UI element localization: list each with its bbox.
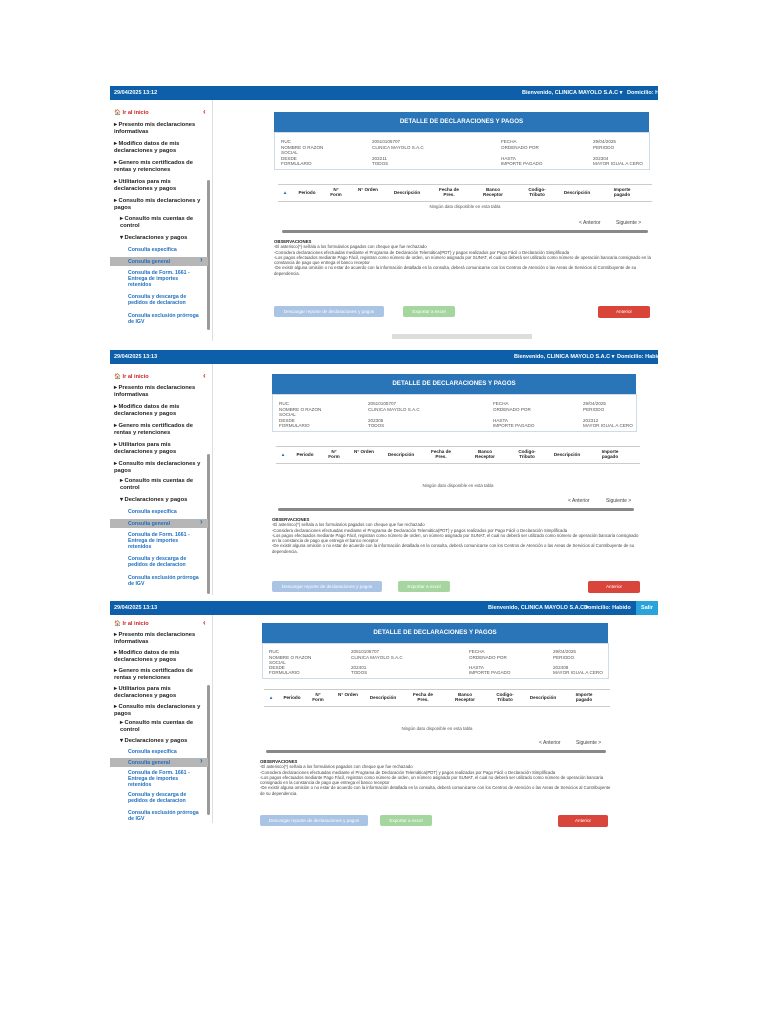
timestamp: 29/04/2025 13:13 bbox=[114, 605, 158, 611]
timestamp: 29/04/2025 13:13 bbox=[114, 354, 158, 360]
top-bar bbox=[110, 350, 664, 364]
col-codigo-tributo[interactable]: Codigo-Tributo bbox=[518, 449, 536, 460]
importe-value: MAYOR IGUAL A CERO bbox=[593, 161, 643, 166]
sidebar-link-consulta-especifica[interactable]: Consulta específica bbox=[128, 509, 177, 515]
timestamp: 29/04/2025 13:12 bbox=[114, 90, 158, 96]
formulario-value: TODOS bbox=[368, 423, 385, 428]
logout-button[interactable]: Salir bbox=[636, 601, 658, 615]
ruc-value: 20510105707 bbox=[351, 649, 380, 654]
ruc-value: 20510105707 bbox=[368, 401, 397, 406]
importe-label: IMPORTE PAGADO bbox=[469, 670, 511, 675]
obs-line: -De existir alguna omisión o no estar de acuerdo con la información detallada en la consulta, deberá comunicarse con los Centros de Atención o las Areas de Servicios al Contribuyente de su dependencia. bbox=[272, 543, 635, 554]
main-content bbox=[212, 615, 658, 823]
formulario-label: FORMULARIO bbox=[279, 423, 310, 428]
sidebar-item-informativas[interactable]: ▸ Presento mis declaraciones informativas bbox=[114, 385, 196, 398]
col-importe[interactable]: Importe pagado bbox=[613, 187, 631, 198]
main-content bbox=[212, 100, 658, 341]
fecha-label: FECHA bbox=[493, 401, 509, 406]
col-periodo[interactable]: Periodo bbox=[283, 695, 301, 700]
collapse-chevron-icon[interactable]: ‹ bbox=[203, 107, 206, 116]
home-link[interactable]: 🏠 Ir al inicio bbox=[114, 621, 149, 627]
sidebar bbox=[110, 100, 213, 341]
col-descripcion-2[interactable]: Descripción bbox=[553, 452, 581, 457]
col-num-form[interactable]: N° Form bbox=[330, 187, 342, 198]
pager-prev[interactable]: < Anterior bbox=[568, 498, 590, 504]
sidebar-item-certificados[interactable]: ▸ Genero mis certificados de rentas y retenciones bbox=[114, 160, 193, 173]
home-icon: 🏠 bbox=[114, 110, 121, 116]
col-num-orden[interactable]: N° Orden bbox=[354, 449, 374, 454]
pager-next[interactable]: Siguiente > bbox=[576, 740, 602, 746]
download-report-button[interactable]: Descargar reporte de declaraciones y pagos bbox=[272, 581, 382, 592]
ruc-value: 20510105707 bbox=[372, 139, 401, 144]
col-num-orden[interactable]: N° Orden bbox=[338, 692, 358, 697]
hasta-label: HASTA bbox=[501, 156, 516, 161]
ruc-label: RUC bbox=[279, 401, 289, 406]
ordenado-value: PERIODO bbox=[583, 407, 605, 412]
desde-value: 202305 bbox=[368, 418, 384, 423]
sidebar-item-declaraciones-pagos[interactable]: ▾ Declaraciones y pagos bbox=[120, 235, 188, 241]
razon-label: NOMBRE O RAZON SOCIAL bbox=[281, 145, 324, 156]
sidebar-item-cuentas-control[interactable]: ▸ Consulto mis cuentas de control bbox=[120, 478, 194, 491]
razon-value: CLINICA MAYOLO S.A.C bbox=[368, 407, 420, 412]
hasta-value: 202408 bbox=[553, 665, 569, 670]
col-codigo-tributo[interactable]: Codigo-Tributo bbox=[528, 187, 546, 198]
horizontal-scrollbar[interactable] bbox=[266, 750, 606, 753]
top-bar bbox=[110, 601, 658, 615]
desde-label: DESDE bbox=[269, 665, 285, 670]
col-fecha-pres[interactable]: Fecha de Pres. bbox=[431, 449, 451, 460]
hasta-label: HASTA bbox=[469, 665, 484, 670]
col-importe[interactable]: Importe pagado bbox=[601, 449, 619, 460]
sidebar-link-form-1661[interactable]: Consulta de Form. 1661 - Entrega de importes retenidos bbox=[128, 532, 190, 550]
sidebar-link-consulta-general[interactable]: Consulta general bbox=[128, 259, 171, 265]
screenshot-1 bbox=[110, 86, 658, 341]
importe-label: IMPORTE PAGADO bbox=[493, 423, 535, 428]
empty-table-message: Ningún dato disponible en esta tabla bbox=[429, 204, 501, 209]
detail-card bbox=[272, 394, 637, 432]
observaciones bbox=[274, 239, 652, 276]
detail-card bbox=[262, 643, 609, 679]
formulario-label: FORMULARIO bbox=[269, 670, 300, 675]
hasta-label: HASTA bbox=[493, 418, 508, 423]
fecha-label: FECHA bbox=[469, 649, 485, 654]
sidebar-link-pedidos[interactable]: Consulta y descarga de pedidos de declaracion bbox=[128, 556, 187, 568]
sort-icon[interactable]: ▲ bbox=[282, 190, 288, 195]
razon-value: CLINICA MAYOLO S.A.C bbox=[351, 655, 403, 660]
fecha-value: 29/04/2025 bbox=[553, 649, 576, 654]
desde-value: 202211 bbox=[372, 156, 387, 161]
domicilio-label: Domicilio: Habido bbox=[617, 354, 664, 360]
col-num-form[interactable]: N° Form bbox=[328, 449, 340, 460]
sidebar-item-utilitarios[interactable]: ▸ Utilitarios para mis declaraciones y pagos bbox=[114, 179, 177, 192]
sidebar-item-informativas[interactable]: ▸ Presento mis declaraciones informativas bbox=[114, 632, 196, 645]
formulario-value: TODOS bbox=[372, 161, 389, 166]
obs-line: -Considera declaraciones efectuadas mediante el Programa de Declaración Telemática(PDT) y pagos realizados por Pago Fácil o Declaración Simplificada bbox=[274, 249, 570, 255]
sidebar-item-utilitarios[interactable]: ▸ Utilitarios para mis declaraciones y pagos bbox=[114, 442, 177, 455]
horizontal-scrollbar[interactable] bbox=[282, 230, 648, 233]
col-banco[interactable]: Banco Receptor bbox=[455, 692, 475, 703]
sidebar-item-modifico[interactable]: ▸ Modifico datos de mis declaraciones y pagos bbox=[114, 141, 180, 154]
sidebar-item-certificados[interactable]: ▸ Genero mis certificados de rentas y retenciones bbox=[114, 668, 193, 681]
obs-line: -El asterisco(*) señala a los formularios pagados con cheque que fue rechazado bbox=[272, 522, 425, 528]
razon-label: NOMBRE O RAZON SOCIAL bbox=[279, 407, 322, 418]
sidebar-item-utilitarios[interactable]: ▸ Utilitarios para mis declaraciones y pagos bbox=[114, 686, 177, 699]
obs-line: -El asterisco(*) señala a los formularios pagados con cheque que fue rechazado bbox=[260, 764, 413, 770]
sidebar bbox=[110, 364, 213, 595]
pager-next[interactable]: Siguiente > bbox=[616, 220, 642, 226]
sidebar-item-consulto[interactable]: ▸ Consulto mis declaraciones y pagos bbox=[114, 198, 201, 211]
screenshot-3 bbox=[110, 601, 658, 823]
ordenado-label: ORDENADO POR bbox=[493, 407, 531, 412]
sidebar-item-modifico[interactable]: ▸ Modifico datos de mis declaraciones y pagos bbox=[114, 650, 180, 663]
sort-icon[interactable]: ▲ bbox=[280, 452, 286, 457]
col-periodo[interactable]: Periodo bbox=[296, 452, 314, 457]
razon-value: CLINICA MAYOLO S.A.C bbox=[372, 145, 424, 150]
sidebar-link-consulta-especifica[interactable]: Consulta específica bbox=[128, 247, 177, 253]
sidebar-link-prorroga[interactable]: Consulta exclusión prórroga de IGV bbox=[128, 575, 199, 587]
table-header bbox=[278, 184, 652, 202]
chevron-right-icon: › bbox=[200, 517, 203, 526]
observaciones bbox=[260, 759, 612, 796]
domicilio-label: Domicilio: H bbox=[627, 90, 660, 96]
ruc-label: RUC bbox=[281, 139, 291, 144]
sidebar-item-certificados[interactable]: ▸ Genero mis certificados de rentas y retenciones bbox=[114, 423, 193, 436]
sidebar-link-prorroga[interactable]: Consulta exclusión prórroga de IGV bbox=[128, 313, 199, 325]
fecha-value: 29/04/2025 bbox=[593, 139, 616, 144]
col-banco[interactable]: Banco Receptor bbox=[475, 449, 495, 460]
ordenado-value: PERIODO bbox=[593, 145, 615, 150]
home-icon: 🏠 bbox=[114, 621, 121, 627]
fecha-label: FECHA bbox=[501, 139, 517, 144]
sidebar-link-form-1661[interactable]: Consulta de Form. 1661 - Entrega de importes retenidos bbox=[128, 270, 190, 288]
obs-line: -De existir alguna omisión o no estar de acuerdo con la información detallada en la consulta, deberá comunicarse con los Centros de Atención o las Areas de Servicios al Contribuyente de su dependencia. bbox=[260, 785, 611, 796]
anterior-button[interactable]: Anterior bbox=[588, 581, 640, 593]
main-content bbox=[212, 364, 658, 595]
obs-line: -El asterisco(*) señala a los formularios pagados con cheque que fue rechazado bbox=[274, 244, 427, 250]
ordenado-label: ORDENADO POR bbox=[469, 655, 507, 660]
importe-value: MAYOR IGUAL A CERO bbox=[553, 670, 603, 675]
desde-label: DESDE bbox=[281, 156, 297, 161]
desde-value: 202401 bbox=[351, 665, 367, 670]
empty-table-message: Ningún dato disponible en esta tabla bbox=[401, 726, 473, 731]
col-fecha-pres[interactable]: Fecha de Pres. bbox=[413, 692, 433, 703]
sidebar-item-cuentas-control[interactable]: ▸ Consulto mis cuentas de control bbox=[120, 720, 194, 733]
sidebar-item-cuentas-control[interactable]: ▸ Consulto mis cuentas de control bbox=[120, 216, 194, 229]
detail-card bbox=[274, 132, 650, 170]
sidebar-item-declaraciones-pagos[interactable]: ▾ Declaraciones y pagos bbox=[120, 497, 188, 503]
export-excel-button[interactable]: Exportar a excel bbox=[380, 815, 432, 826]
desde-label: DESDE bbox=[279, 418, 295, 423]
home-icon: 🏠 bbox=[114, 374, 121, 380]
col-num-orden[interactable]: N° Orden bbox=[358, 187, 378, 192]
col-descripcion-1[interactable]: Descripción bbox=[393, 190, 421, 195]
detail-title: DETALLE DE DECLARACIONES Y PAGOS bbox=[274, 112, 649, 132]
obs-line: -Los pagos efectuados mediante Pago Fácil, registran como número de orden, un número asignado por SUNAT, el cual no deberá ser utilizado como número de operación bancaria consignado en la constancia de pago que entrega el banco receptor bbox=[260, 774, 604, 786]
anterior-button[interactable]: Anterior bbox=[558, 815, 608, 827]
sidebar-item-declaraciones-pagos[interactable]: ▾ Declaraciones y pagos bbox=[120, 738, 188, 744]
formulario-value: TODOS bbox=[351, 670, 368, 675]
sidebar-item-modifico[interactable]: ▸ Modifico datos de mis declaraciones y pagos bbox=[114, 404, 180, 417]
table-header bbox=[276, 446, 640, 464]
ordenado-value: PERIODO bbox=[553, 655, 575, 660]
obs-line: -Los pagos efectuados mediante Pago Fácil, registran como número de orden, un número asignado por SUNAT, el cual no deberá ser utilizado como número de operación bancaria consignado en la constancia de pago que entrega el banco receptor bbox=[272, 532, 639, 544]
fecha-value: 29/04/2025 bbox=[583, 401, 606, 406]
col-descripcion-1[interactable]: Descripción bbox=[369, 695, 397, 700]
pager-prev[interactable]: < Anterior bbox=[579, 220, 601, 226]
welcome-menu[interactable]: Bienvenido, CLINICA MAYOLO S.A.C ▾ bbox=[514, 354, 615, 360]
download-report-button[interactable]: Descargar reporte de declaraciones y pagos bbox=[274, 306, 384, 317]
welcome-menu[interactable]: Bienvenido, CLINICA MAYOLO S.A.C ▾ bbox=[522, 90, 623, 96]
importe-label: IMPORTE PAGADO bbox=[501, 161, 543, 166]
sort-icon[interactable]: ▲ bbox=[268, 695, 274, 700]
chevron-right-icon: › bbox=[200, 255, 203, 264]
col-importe[interactable]: Importe pagado bbox=[575, 692, 593, 703]
sidebar-item-informativas[interactable]: ▸ Presento mis declaraciones informativas bbox=[114, 122, 196, 135]
col-descripcion-1[interactable]: Descripción bbox=[387, 452, 415, 457]
home-link[interactable]: 🏠 Ir al inicio bbox=[114, 374, 149, 380]
sidebar-item-consulto[interactable]: ▸ Consulto mis declaraciones y pagos bbox=[114, 461, 201, 474]
col-periodo[interactable]: Periodo bbox=[298, 190, 316, 195]
observaciones-title: OBSERVACIONES bbox=[272, 517, 310, 522]
collapse-chevron-icon[interactable]: ‹ bbox=[203, 618, 206, 627]
pager-prev[interactable]: < Anterior bbox=[539, 740, 561, 746]
observaciones bbox=[272, 517, 640, 554]
detail-title: DETALLE DE DECLARACIONES Y PAGOS bbox=[262, 623, 608, 643]
col-num-form[interactable]: N° Form bbox=[312, 692, 324, 703]
bottom-tab bbox=[392, 334, 532, 339]
pager-next[interactable]: Siguiente > bbox=[606, 498, 632, 504]
anterior-button[interactable]: Anterior bbox=[598, 306, 650, 318]
top-bar bbox=[110, 86, 658, 100]
home-link[interactable]: 🏠 Ir al inicio bbox=[114, 110, 149, 116]
sidebar bbox=[110, 615, 213, 823]
observaciones-title: OBSERVACIONES bbox=[260, 759, 298, 764]
collapse-chevron-icon[interactable]: ‹ bbox=[203, 371, 206, 380]
sidebar-link-consulta-general[interactable]: Consulta general bbox=[128, 521, 171, 527]
sidebar-link-form-1661[interactable]: Consulta de Form. 1661 - Entrega de importes retenidos bbox=[128, 770, 190, 788]
ordenado-label: ORDENADO POR bbox=[501, 145, 539, 150]
sidebar-link-consulta-general[interactable]: Consulta general bbox=[128, 760, 171, 766]
welcome-menu[interactable]: Bienvenido, CLINICA MAYOLO S.A.C ▾ bbox=[488, 605, 589, 611]
ruc-label: RUC bbox=[269, 649, 279, 654]
obs-line: -Los pagos efectuados mediante Pago Fácil, registran como número de orden, un número asignado por SUNAT, el cual no deberá ser utilizado como número de operación bancaria consignado en la constancia de pago que entrega el banco receptor bbox=[274, 254, 651, 266]
obs-line: -Considera declaraciones efectuadas mediante el Programa de Declaración Telemática(PDT) y pagos realizados por Pago Fácil o Declaración Simplificada bbox=[260, 769, 556, 775]
sidebar-item-consulto[interactable]: ▸ Consulto mis declaraciones y pagos bbox=[114, 704, 201, 717]
col-descripcion-2[interactable]: Descripción bbox=[563, 190, 591, 195]
export-excel-button[interactable]: Exportar a excel bbox=[398, 581, 450, 592]
hasta-value: 202304 bbox=[593, 156, 609, 161]
obs-line: -Considera declaraciones efectuadas mediante el Programa de Declaración Telemática(PDT) y pagos realizados por Pago Fácil o Declaración Simplificada bbox=[272, 527, 568, 533]
sidebar-link-prorroga[interactable]: Consulta exclusión prórroga de IGV bbox=[128, 810, 199, 822]
domicilio-label: Domicilio: Habido bbox=[584, 605, 631, 611]
sidebar-link-pedidos[interactable]: Consulta y descarga de pedidos de declaracion bbox=[128, 294, 187, 306]
importe-value: MAYOR IGUAL A CERO bbox=[583, 423, 633, 428]
formulario-label: FORMULARIO bbox=[281, 161, 312, 166]
export-excel-button[interactable]: Exportar a excel bbox=[403, 306, 455, 317]
sidebar-link-consulta-especifica[interactable]: Consulta específica bbox=[128, 749, 177, 755]
detail-title: DETALLE DE DECLARACIONES Y PAGOS bbox=[272, 374, 636, 394]
chevron-right-icon: › bbox=[200, 756, 203, 765]
empty-table-message: Ningún dato disponible en esta tabla bbox=[422, 483, 494, 488]
screenshot-2 bbox=[110, 350, 664, 595]
observaciones-title: OBSERVACIONES bbox=[274, 239, 312, 244]
col-descripcion-2[interactable]: Descripción bbox=[529, 695, 557, 700]
col-codigo-tributo[interactable]: Codigo-Tributo bbox=[496, 692, 514, 703]
col-fecha-pres[interactable]: Fecha de Pres. bbox=[439, 187, 459, 198]
obs-line: -De existir alguna omisión o no estar de acuerdo con la información detallada en la consulta, deberá comunicarse con los Centros de Atención o las Areas de Servicios al Contribuyente de su dependencia. bbox=[274, 265, 637, 276]
col-banco[interactable]: Banco Receptor bbox=[483, 187, 503, 198]
hasta-value: 202312 bbox=[583, 418, 599, 423]
table-header bbox=[264, 689, 610, 707]
download-report-button[interactable]: Descargar reporte de declaraciones y pagos bbox=[260, 815, 368, 826]
razon-label: NOMBRE O RAZON SOCIAL bbox=[269, 655, 312, 666]
horizontal-scrollbar[interactable] bbox=[278, 508, 634, 511]
sidebar-link-pedidos[interactable]: Consulta y descarga de pedidos de declaracion bbox=[128, 792, 187, 804]
